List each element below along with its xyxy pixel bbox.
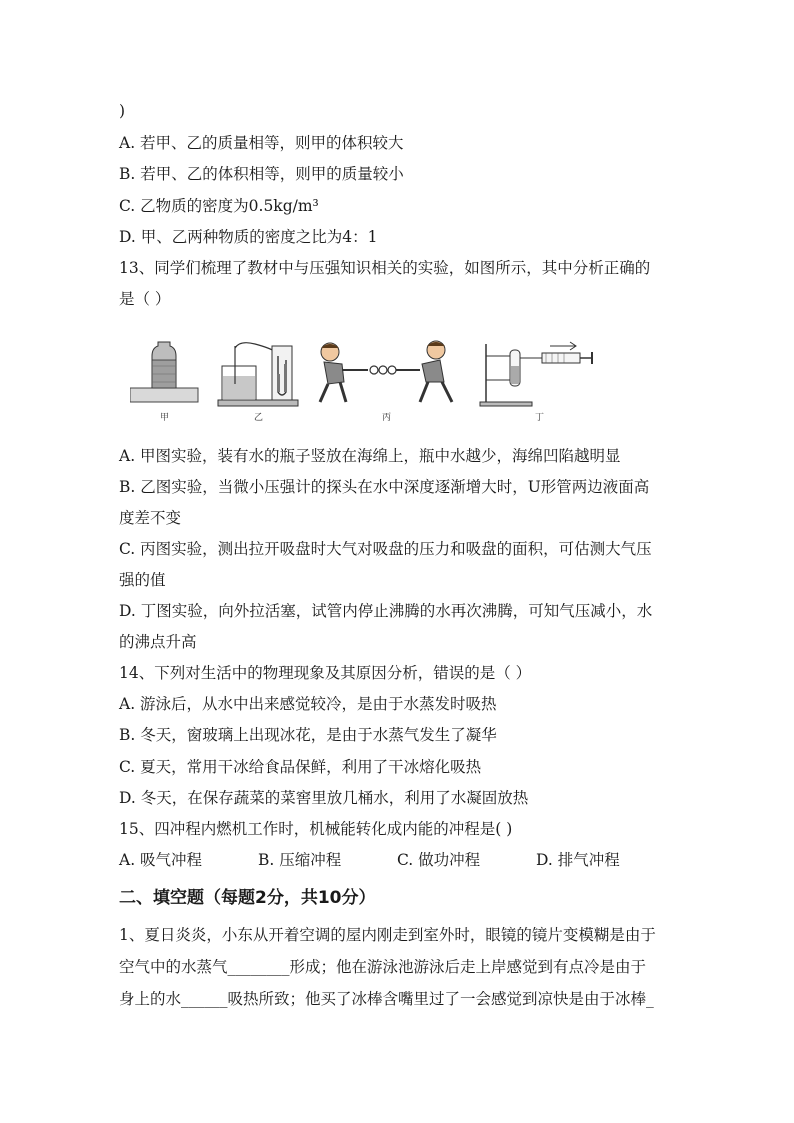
question-15-option-d: D. 排气冲程 (536, 851, 620, 869)
question-15-stem: 15、四冲程内燃机工作时，机械能转化成内能的冲程是( ) (119, 820, 513, 838)
question-15-option-b: B. 压缩冲程 (258, 851, 342, 869)
question-13-option-c-cont: 强的值 (119, 571, 166, 589)
question-14-option-c: C. 夏天，常用干冰给食品保鲜，利用了干冰熔化吸热 (119, 758, 482, 776)
section-title-fill-in: 二、填空题（每题2分，共10分） (119, 888, 376, 908)
question-13-option-d: D. 丁图实验，向外拉活塞，试管内停止沸腾的水再次沸腾，可知气压减小，水 (119, 602, 653, 620)
question-14-option-b: B. 冬天，窗玻璃上出现冰花，是由于水蒸气发生了凝华 (119, 726, 497, 744)
question-12-option-d: D. 甲、乙两种物质的密度之比为4：1 (119, 228, 378, 246)
question-12-option-a: A. 若甲、乙的质量相等，则甲的体积较大 (119, 134, 404, 152)
question-14-option-d: D. 冬天，在保存蔬菜的菜窖里放几桶水，利用了水凝固放热 (119, 789, 529, 807)
figure-ding (480, 342, 592, 406)
figure-label-ding: 丁 (535, 413, 545, 423)
figure-label-yi: 乙 (254, 413, 264, 423)
question-15-option-c: C. 做功冲程 (397, 851, 481, 869)
question-12-option-c: C. 乙物质的密度为0.5kg/m³ (119, 197, 319, 215)
question-13-option-b-cont: 度差不变 (119, 509, 182, 527)
question-13-option-b: B. 乙图实验，当微小压强计的探头在水中深度逐渐增大时，U形管两边液面高 (119, 478, 650, 496)
fill-question-1-line-1: 1、夏日炎炎，小东从开着空调的屋内刚走到室外时，眼镜的镜片变模糊是由于 (119, 926, 656, 944)
question-12-option-b: B. 若甲、乙的体积相等，则甲的质量较小 (119, 165, 404, 183)
figure-bing (320, 341, 452, 402)
figure-label-jia: 甲 (160, 413, 170, 423)
question-13-stem: 13、同学们梳理了教材中与压强知识相关的实验，如图所示，其中分析正确的 (119, 259, 651, 277)
question-13-option-c: C. 丙图实验，测出拉开吸盘时大气对吸盘的压力和吸盘的面积，可估测大气压 (119, 540, 652, 558)
question-15-options (119, 850, 620, 870)
fill-question-1-line-3: 身上的水______吸热所致；他买了冰棒含嘴里过了一会感觉到凉快是由于冰棒_ (119, 990, 654, 1008)
question-13-option-d-cont: 的沸点升高 (119, 633, 197, 651)
question-13-option-a: A. 甲图实验，装有水的瓶子竖放在海绵上，瓶中水越少，海绵凹陷越明显 (119, 447, 621, 465)
figure-jia (130, 342, 198, 402)
figure-yi (218, 343, 298, 406)
fill-question-1-line-2: 空气中的水蒸气________形成；他在游泳池游泳后走上岸感觉到有点冷是由于 (119, 958, 647, 976)
question-12-stem-end: ) (119, 102, 126, 120)
question-13-figure (130, 336, 600, 428)
question-15-option-a: A. 吸气冲程 (119, 851, 203, 869)
figure-label-bing: 丙 (382, 413, 392, 423)
question-14-option-a: A. 游泳后，从水中出来感觉较冷，是由于水蒸发时吸热 (119, 695, 497, 713)
question-13-stem-cont: 是（ ） (119, 290, 171, 308)
question-14-stem: 14、下列对生活中的物理现象及其原因分析，错误的是（ ） (119, 664, 532, 682)
